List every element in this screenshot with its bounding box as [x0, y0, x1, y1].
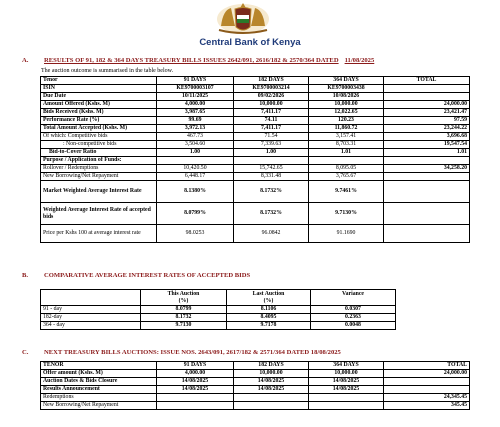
next-auctions-table — [40, 361, 470, 410]
section-a-intro: The auction outcome is summarised in the table below. — [41, 68, 174, 74]
table-row: Purpose / Application of Funds: — [41, 157, 470, 165]
table-row: Due Date 10/11/2025 09/02/2026 10/08/2026 — [41, 93, 470, 101]
table-row: Performance Rate (%) 99.69 74.11 120.23 97.59 — [41, 117, 470, 125]
table-row: Amount Offered (Kshs. M) 4,000.00 10,000.00 10,000.00 24,000.00 — [41, 101, 470, 109]
table-row: 182-day 8.1732 8.4095 0.2363 — [41, 314, 396, 322]
table-row: ISIN KE9700003107 KE9700003214 KE9700003438 — [41, 85, 470, 93]
table-row: Bid-to-Cover Ratio 1.00 1.00 1.01 1.01 — [41, 149, 470, 157]
table-header-row: Tenor 91 DAYS 182 DAYS 364 DAYS TOTAL — [41, 77, 470, 85]
table-row: Auction Dates & Bids Closure 14/08/2025 14/08/2025 14/08/2025 — [41, 378, 470, 386]
table-row: Market Weighted Average Interest Rate 8.1380% 8.1732% 9.7461% — [41, 181, 470, 203]
table-row: Bids Received (Kshs. M) 3,987.65 7,411.17 12,022.65 23,421.47 — [41, 109, 470, 117]
table-row: Results Announcement 14/08/2025 14/08/2025 14/08/2025 — [41, 386, 470, 394]
table-row: New Borrowing/Net Repayment 6,448.17 8,331.48 3,765.67 — [41, 173, 470, 181]
table-row: : Non-competitive bids 3,504.60 7,339.63 8,703.31 19,547.54 — [41, 141, 470, 149]
table-row: 91 - day 8.0799 8.1106 0.0307 — [41, 306, 396, 314]
section-b-title: B. COMPARATIVE AVERAGE INTEREST RATES OF ACCEPTED BIDS — [22, 272, 251, 279]
table-row: Total Amount Accepted (Kshs. M) 3,972.13 7,411.17 11,860.72 23,244.22 — [41, 125, 470, 133]
table-unit-row: (%) (%) — [41, 298, 396, 306]
table-row: Of which: Competitive bids 467.73 71.54 3,157.41 3,696.68 — [41, 133, 470, 141]
auction-results-table — [40, 76, 470, 243]
table-row: Price per Kshs 100 at average interest rate 98.0253 96.0842 91.1690 — [41, 225, 470, 243]
section-a-title: A. RESULTS OF 91, 182 & 364 DAYS TREASURY BILLS ISSUES 2642/091, 2616/182 & 2570/364 DATED 11/08/2025 — [22, 57, 375, 64]
table-row: Redemptions 24,345.45 — [41, 394, 470, 402]
table-row: Weighted Average Interest Rate of accepted bids 8.0799% 8.1732% 9.7130% — [41, 203, 470, 225]
table-header-row: TENOR 91 DAYS 182 DAYS 364 DAYS TOTAL — [41, 362, 470, 370]
bank-name: Central Bank of Kenya — [199, 37, 301, 48]
comparative-rates-table — [40, 289, 396, 330]
table-row: Offer amount (Kshs. M) 4,000.00 10,000.00 10,000.00 24,000.00 — [41, 370, 470, 378]
table-row: 364 - day 9.7130 9.7178 0.0048 — [41, 322, 396, 330]
table-header-row: This Auction Last Auction Variance — [41, 290, 396, 298]
table-row: Rollover / Redemptions 10,420.50 15,742.65 8,095.05 34,258.20 — [41, 165, 470, 173]
table-row: New Borrowing/Net Repayment 345.45 — [41, 402, 470, 410]
section-c-title: C. NEXT TREASURY BILLS AUCTIONS: ISSUE NOS. 2643/091, 2617/182 & 2571/364 DATED 18/08/2025 — [22, 349, 341, 356]
coat-of-arms-icon — [213, 0, 273, 36]
